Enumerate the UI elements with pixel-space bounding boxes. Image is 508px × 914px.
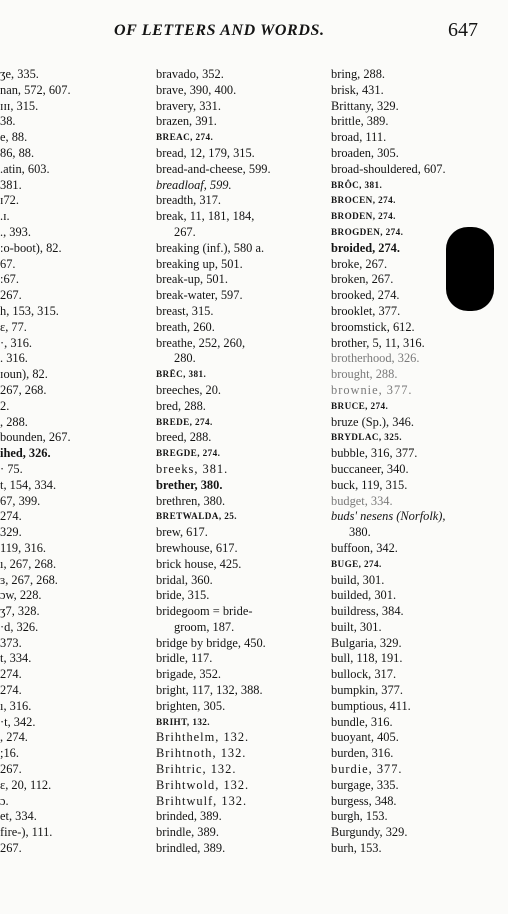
index-entry: buildress, 384.	[331, 604, 404, 619]
page-header	[0, 19, 508, 52]
index-entry: e, 88.	[0, 130, 28, 145]
index-entry: · 75.	[0, 461, 23, 476]
index-entry: bread, 12, 179, 315.	[156, 145, 255, 160]
index-column-middle	[156, 67, 328, 857]
index-entry: brethren, 380.	[156, 493, 226, 508]
index-entry: 2.	[0, 398, 10, 413]
index-entry: BRUCE, 274.	[331, 400, 389, 411]
index-entry: , 274.	[0, 730, 28, 745]
index-entry: break, 11, 181, 184,	[156, 209, 255, 224]
index-entry: ɪɪɪ, 315.	[0, 98, 39, 113]
index-entry: buccaneer, 340.	[331, 461, 409, 476]
index-entry: broad, 111.	[331, 130, 387, 145]
index-entry: BRÔC, 381.	[331, 179, 383, 190]
index-entry: buffoon, 342.	[331, 540, 398, 555]
index-entry: 373.	[0, 635, 22, 650]
index-entry: ɛ, 20, 112.	[0, 777, 52, 792]
index-entry: 67.	[0, 256, 16, 271]
index-entry: :67.	[0, 272, 19, 287]
index-entry: 67, 399.	[0, 493, 41, 508]
index-entry: 274.	[0, 509, 22, 524]
index-entry: breathe, 252, 260,	[156, 335, 246, 350]
index-entry: ɛ, 77.	[0, 319, 27, 334]
index-entry: Bulgaria, 329.	[331, 635, 402, 650]
index-entry: breeches, 20.	[156, 382, 222, 397]
index-entry: brewhouse, 617.	[156, 540, 238, 555]
index-entry-continuation: 380.	[349, 525, 371, 540]
index-entry: brittle, 389.	[331, 114, 389, 129]
index-entry: 267.	[0, 762, 22, 777]
index-entry: 267.	[0, 288, 22, 303]
index-entry: brought, 288.	[331, 367, 398, 382]
index-entry: breadloaf, 599.	[156, 177, 232, 192]
index-entry: Brihtnoth, 132.	[156, 746, 247, 761]
index-entry: et, 334.	[0, 809, 37, 824]
index-entry: h, 153, 315.	[0, 303, 59, 318]
index-entry: bravery, 331.	[156, 98, 221, 113]
index-entry: breaking (inf.), 580 a.	[156, 240, 265, 255]
index-entry: burh, 153.	[331, 841, 382, 856]
index-column-right	[331, 67, 508, 857]
index-entry: Brihtwold, 132.	[156, 777, 250, 792]
index-entry: fire-), 111.	[0, 825, 53, 840]
index-entry: bundle, 316.	[331, 714, 393, 729]
index-entry: brigade, 352.	[156, 667, 222, 682]
index-entry: 329.	[0, 525, 22, 540]
index-entry: :o-boot), 82.	[0, 240, 62, 255]
index-entry: t, 334.	[0, 651, 32, 666]
index-entry: broided, 274.	[331, 240, 400, 255]
index-entry: , 288.	[0, 414, 28, 429]
index-entry: bridle, 117.	[156, 651, 213, 666]
index-entry: bridegoom = bride-	[156, 604, 253, 619]
index-entry: burden, 316.	[331, 746, 394, 761]
index-entry: ɔw, 228.	[0, 588, 42, 603]
index-entry: bright, 117, 132, 388.	[156, 683, 263, 698]
index-entry: BRĒC, 381.	[156, 369, 207, 380]
index-entry: ı, 267, 268.	[0, 556, 57, 571]
index-entry: budget, 334.	[331, 493, 393, 508]
index-entry: Burgundy, 329.	[331, 825, 408, 840]
index-entry: ʒ7, 328.	[0, 604, 40, 619]
index-entry: bumptious, 411.	[331, 698, 411, 713]
index-entry: broad-shouldered, 607.	[331, 161, 446, 176]
index-entry: 274.	[0, 667, 22, 682]
index-entry: BRIHT, 132.	[156, 716, 211, 727]
index-entry: break-water, 597.	[156, 288, 243, 303]
index-entry: Brihtric, 132.	[156, 762, 237, 777]
index-entry: ;16.	[0, 746, 19, 761]
index-entry: brighten, 305.	[156, 698, 226, 713]
index-entry: ı, 316.	[0, 698, 32, 713]
index-entry: bounden, 267.	[0, 430, 71, 445]
index-entry: Brihtwulf, 132.	[156, 793, 248, 808]
index-entry: bravado, 352.	[156, 67, 224, 81]
index-column-left	[0, 67, 142, 857]
index-entry: Brihthelm, 132.	[156, 730, 250, 745]
index-entry: BREDE, 274.	[156, 416, 213, 427]
index-entry: breeks, 381.	[156, 461, 229, 476]
index-entry: bred, 288.	[156, 398, 206, 413]
index-entry: .atin, 603.	[0, 161, 50, 176]
index-entry: buck, 119, 315.	[331, 477, 408, 492]
index-entry: brotherhood, 326.	[331, 351, 420, 366]
index-entry: brick house, 425.	[156, 556, 242, 571]
index-entry: BRODEN, 274.	[331, 211, 396, 222]
index-entry: BRYDLAC, 325.	[331, 432, 402, 443]
index-entry: BROGDEN, 274.	[331, 226, 404, 237]
index-entry: brazen, 391.	[156, 114, 217, 129]
index-entry: bridge by bridge, 450.	[156, 635, 266, 650]
index-entry: breed, 288.	[156, 430, 212, 445]
index-entry: brownie, 377.	[331, 382, 413, 397]
index-entry: ʒe, 335.	[0, 67, 39, 81]
index-entry: buoyant, 405.	[331, 730, 399, 745]
index-entry: burgh, 153.	[331, 809, 388, 824]
index-entry: brooklet, 377.	[331, 303, 401, 318]
index-entry: brindled, 389.	[156, 841, 226, 856]
index-entry: build, 301.	[331, 572, 385, 587]
index-entry: broke, 267.	[331, 256, 388, 271]
index-entry: bubble, 316, 377.	[331, 446, 418, 461]
index-entry: breaking up, 501.	[156, 256, 243, 271]
index-entry: 274.	[0, 683, 22, 698]
index-entry: burgage, 335.	[331, 777, 399, 792]
index-entry: ihed, 326.	[0, 446, 51, 461]
page-number: 647	[448, 19, 478, 41]
index-entry: ɪoun), 82.	[0, 367, 48, 382]
index-entry: brew, 617.	[156, 525, 208, 540]
index-entry: 86, 88.	[0, 145, 35, 160]
index-entry: buds' nesens (Norfolk),	[331, 509, 446, 524]
index-entry-continuation: 267.	[174, 224, 196, 239]
index-entry: bread-and-cheese, 599.	[156, 161, 271, 176]
index-entry: breath, 260.	[156, 319, 215, 334]
running-title: OF LETTERS AND WORDS.	[114, 22, 325, 39]
index-entry: bullock, 317.	[331, 667, 397, 682]
index-entry: brether, 380.	[156, 477, 223, 492]
index-entry: ., 393.	[0, 224, 31, 239]
index-entry: ·d, 326.	[0, 619, 39, 634]
index-entry: broaden, 305.	[331, 145, 399, 160]
index-entry: built, 301.	[331, 619, 382, 634]
index-entry: builded, 301.	[331, 588, 397, 603]
index-entry: 267, 268.	[0, 382, 47, 397]
index-entry: 267.	[0, 841, 22, 856]
index-entry: 381.	[0, 177, 22, 192]
index-entry: brindle, 389.	[156, 825, 219, 840]
index-entry: break-up, 501.	[156, 272, 228, 287]
index-entry: burdie, 377.	[331, 762, 403, 777]
index-entry: BREAC, 274.	[156, 132, 214, 143]
index-entry: ɜ, 267, 268.	[0, 572, 58, 587]
index-entry: nan, 572, 607.	[0, 82, 71, 97]
index-entry: BREGDE, 274.	[156, 448, 221, 459]
index-entry: brave, 390, 400.	[156, 82, 237, 97]
index-entry: bruze (Sp.), 346.	[331, 414, 414, 429]
index-entry: ɔ.	[0, 793, 9, 808]
index-entry: broomstick, 612.	[331, 319, 415, 334]
index-entry: bumpkin, 377.	[331, 683, 403, 698]
index-entry-continuation: groom, 187.	[174, 619, 235, 634]
index-entry: t, 154, 334.	[0, 477, 57, 492]
index-entry: 38.	[0, 114, 16, 129]
index-entry-continuation: 280.	[174, 351, 196, 366]
index-entry: breast, 315.	[156, 303, 214, 318]
index-entry: burgess, 348.	[331, 793, 397, 808]
index-entry: bride, 315.	[156, 588, 210, 603]
index-entry: 119, 316.	[0, 540, 47, 555]
index-entry: broken, 267.	[331, 272, 394, 287]
index-entry: bridal, 360.	[156, 572, 213, 587]
index-entry: Brittany, 329.	[331, 98, 399, 113]
index-entry: brooked, 274.	[331, 288, 400, 303]
index-entry: bring, 288.	[331, 67, 386, 81]
index-entry: BRETWALDA, 25.	[156, 511, 237, 522]
index-entry: brinded, 389.	[156, 809, 222, 824]
index-entry: bull, 118, 191.	[331, 651, 403, 666]
index-entry: BROCEN, 274.	[331, 195, 396, 206]
index-entry: ·t, 342.	[0, 714, 36, 729]
index-entry: .ɪ.	[0, 209, 10, 224]
index-entry: brother, 5, 11, 316.	[331, 335, 425, 350]
index-entry: breadth, 317.	[156, 193, 222, 208]
index-entry: ɪ72.	[0, 193, 19, 208]
index-entry: brisk, 431.	[331, 82, 384, 97]
index-entry: ·, 316.	[0, 335, 33, 350]
index-entry: BUGE, 274.	[331, 558, 382, 569]
index-entry: . 316.	[0, 351, 28, 366]
